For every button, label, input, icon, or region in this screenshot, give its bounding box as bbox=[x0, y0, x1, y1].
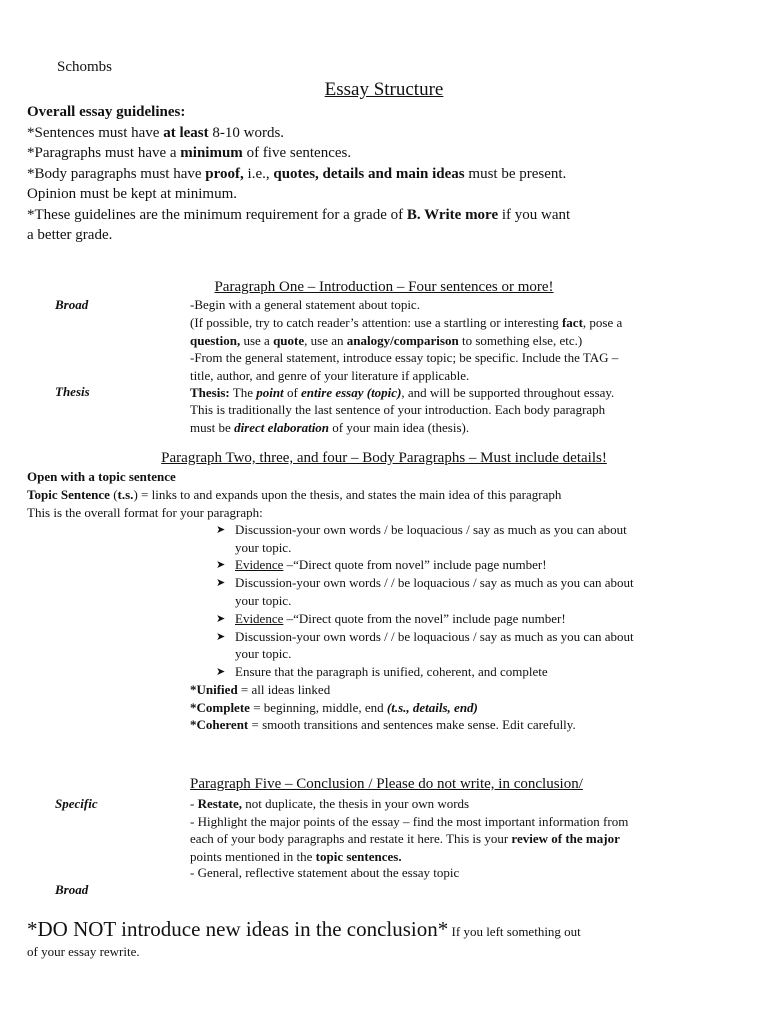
text-segment: use a bbox=[240, 333, 274, 348]
conclusion-line bbox=[190, 865, 459, 881]
intro-line bbox=[190, 350, 618, 366]
bullet-item bbox=[235, 611, 566, 627]
text-segment: - Highlight the major points of the essay – find the most important information from bbox=[190, 814, 629, 829]
text-segment: *Complete bbox=[190, 700, 250, 715]
text-segment: minimum bbox=[180, 145, 243, 161]
text-segment: -From the general statement, introduce essay topic; be specific. Include the TAG – bbox=[190, 350, 619, 365]
text-segment: / Please do not write, in conclusion/ bbox=[364, 776, 583, 792]
text-segment: –“Direct quote from the novel” include page number! bbox=[283, 611, 566, 626]
text-segment: if you want bbox=[498, 207, 571, 223]
text-segment: t.s. bbox=[117, 487, 134, 502]
guidelines-heading: Overall essay guidelines: bbox=[27, 104, 186, 120]
text-segment: Discussion-your own words / / be loquacious / say as much as you can about bbox=[235, 629, 634, 644]
text-segment: question, bbox=[190, 333, 241, 348]
arrowhead-bullet-icon: ➤ bbox=[216, 577, 226, 589]
text-segment: - bbox=[190, 796, 198, 811]
body-line bbox=[27, 469, 176, 485]
intro-line bbox=[190, 420, 469, 436]
text-segment: Discussion-your own words / / be loquacious / say as much as you can about bbox=[235, 575, 634, 590]
guideline-line bbox=[27, 185, 237, 203]
arrowhead-bullet-icon: ➤ bbox=[216, 559, 226, 571]
text-segment: Paragraph Five – Conclusion bbox=[190, 776, 365, 792]
intro-line bbox=[190, 385, 614, 401]
text-segment: Opinion must be kept at minimum. bbox=[27, 186, 237, 202]
arrowhead-bullet-icon: ➤ bbox=[216, 524, 226, 536]
label-specific: Specific bbox=[55, 796, 98, 811]
intro-line bbox=[190, 333, 582, 349]
text-segment: review of the major bbox=[511, 831, 620, 846]
label-broad: Broad bbox=[55, 297, 89, 312]
text-segment: Ensure that the paragraph is unified, coherent, and complete bbox=[235, 664, 548, 679]
text-segment: of bbox=[283, 385, 302, 400]
bullet-item bbox=[235, 646, 291, 662]
body-line bbox=[27, 505, 263, 521]
text-segment: of five sentences. bbox=[242, 145, 352, 161]
definition-line bbox=[190, 682, 330, 698]
text-segment: of your main idea (thesis). bbox=[329, 420, 470, 435]
conclusion-line bbox=[190, 814, 628, 830]
intro-line bbox=[190, 297, 420, 313]
text-segment: topic sentences. bbox=[315, 849, 402, 864]
definition-line bbox=[190, 717, 576, 733]
intro-line bbox=[190, 368, 469, 384]
text-segment: ) = links to and expands upon the thesis, and states the main idea of this paragraph bbox=[133, 487, 562, 502]
bullet-item bbox=[235, 664, 548, 680]
arrowhead-bullet-icon: ➤ bbox=[216, 613, 226, 625]
text-segment: Topic Sentence bbox=[27, 487, 110, 502]
text-segment: your topic. bbox=[235, 540, 292, 555]
text-segment: This is traditionally the last sentence of your introduction. Each body paragraph bbox=[190, 402, 606, 417]
conclusion-line bbox=[190, 796, 469, 812]
arrowhead-bullet-icon: ➤ bbox=[216, 631, 226, 643]
text-segment: Evidence bbox=[235, 611, 284, 626]
text-segment: *Paragraphs must have a bbox=[27, 145, 181, 161]
text-segment: proof, bbox=[205, 166, 244, 182]
guideline-line bbox=[27, 165, 566, 183]
text-segment: 8-10 words. bbox=[208, 125, 285, 141]
text-segment: This is the overall format for your paragraph: bbox=[27, 505, 263, 520]
text-segment: B. Write more bbox=[406, 207, 499, 223]
intro-line bbox=[190, 402, 605, 418]
text-segment: direct elaboration bbox=[234, 420, 330, 435]
intro-line bbox=[190, 315, 622, 331]
page-title: Essay Structure bbox=[324, 79, 444, 100]
text-segment: *These guidelines are the minimum requirement for a grade of bbox=[27, 207, 407, 223]
body-line bbox=[27, 487, 561, 503]
bullet-item bbox=[235, 593, 291, 609]
text-segment: Thesis: bbox=[190, 385, 230, 400]
text-segment: *Coherent bbox=[190, 717, 249, 732]
label-thesis: Thesis bbox=[55, 384, 90, 399]
text-segment: a better grade. bbox=[27, 227, 113, 243]
text-segment: = beginning, middle, end bbox=[249, 700, 387, 715]
text-segment: point bbox=[256, 385, 284, 400]
guideline-line bbox=[27, 144, 351, 162]
text-segment: *Body paragraphs must have bbox=[27, 166, 206, 182]
bullet-item bbox=[235, 540, 291, 556]
text-segment: - General, reflective statement about the essay topic bbox=[190, 865, 460, 880]
text-segment: , and will be supported throughout essay. bbox=[401, 385, 615, 400]
bullet-item bbox=[235, 557, 547, 573]
warning-big-text: *DO NOT introduce new ideas in the conclusion* bbox=[27, 917, 449, 941]
text-segment: Evidence bbox=[235, 557, 284, 572]
body-paragraphs-heading: Paragraph Two, three, and four – Body Paragraphs – Must include details! bbox=[161, 450, 607, 466]
text-segment: *Unified bbox=[190, 682, 238, 697]
text-segment: title, author, and genre of your literature if applicable. bbox=[190, 368, 470, 383]
bullet-item bbox=[235, 575, 634, 591]
text-segment: entire essay (topic) bbox=[301, 385, 402, 400]
text-segment: Restate, bbox=[197, 796, 242, 811]
text-segment: , pose a bbox=[582, 315, 623, 330]
text-segment: (If possible, try to catch reader’s attention: use a startling or interesting bbox=[190, 315, 562, 330]
text-segment: quotes, details and main ideas bbox=[273, 166, 465, 182]
text-segment: must be present. bbox=[464, 166, 567, 182]
warning-small-text: If you left something out bbox=[448, 924, 581, 939]
text-segment: fact bbox=[561, 315, 583, 330]
guideline-line bbox=[27, 226, 112, 244]
author-name: Schombs bbox=[57, 59, 113, 75]
arrowhead-bullet-icon: ➤ bbox=[216, 666, 226, 678]
text-segment: -Begin with a general statement about topic. bbox=[190, 297, 420, 312]
text-segment: = smooth transitions and sentences make sense. Edit carefully. bbox=[248, 717, 576, 732]
text-segment: i.e., bbox=[243, 166, 274, 182]
warning-line-2: of your essay rewrite. bbox=[27, 944, 140, 959]
conclusion-line bbox=[190, 831, 620, 847]
text-segment: your topic. bbox=[235, 646, 292, 661]
guideline-line bbox=[27, 124, 284, 142]
text-segment: (t.s., details, end) bbox=[386, 700, 478, 715]
bullet-item bbox=[235, 629, 634, 645]
text-segment: = all ideas linked bbox=[237, 682, 331, 697]
warning-line bbox=[27, 917, 581, 944]
text-segment: analogy/comparison bbox=[346, 333, 459, 348]
text-segment: Discussion-your own words / be loquacious / say as much as you can about bbox=[235, 522, 627, 537]
text-segment: points mentioned in the bbox=[190, 849, 316, 864]
paragraph-one-heading: Paragraph One – Introduction – Four sentences or more! bbox=[214, 279, 554, 295]
text-segment: not duplicate, the thesis in your own words bbox=[242, 796, 470, 811]
text-segment: each of your body paragraphs and restate it here. This is your bbox=[190, 831, 512, 846]
text-segment: must be bbox=[190, 420, 235, 435]
label-broad-conclusion: Broad bbox=[55, 882, 89, 897]
text-segment: *Sentences must have bbox=[27, 125, 164, 141]
text-segment: , use an bbox=[304, 333, 347, 348]
text-segment: The bbox=[229, 385, 257, 400]
guideline-line bbox=[27, 206, 570, 224]
text-segment: your topic. bbox=[235, 593, 292, 608]
text-segment: at least bbox=[163, 125, 209, 141]
conclusion-heading bbox=[190, 775, 583, 793]
text-segment: quote bbox=[273, 333, 305, 348]
text-segment: Open with a topic sentence bbox=[27, 469, 176, 484]
text-segment: to something else, etc.) bbox=[458, 333, 583, 348]
text-segment: ( bbox=[109, 487, 118, 502]
conclusion-line bbox=[190, 849, 402, 865]
bullet-item bbox=[235, 522, 627, 538]
text-segment: –“Direct quote from novel” include page number! bbox=[283, 557, 547, 572]
definition-line bbox=[190, 700, 478, 716]
